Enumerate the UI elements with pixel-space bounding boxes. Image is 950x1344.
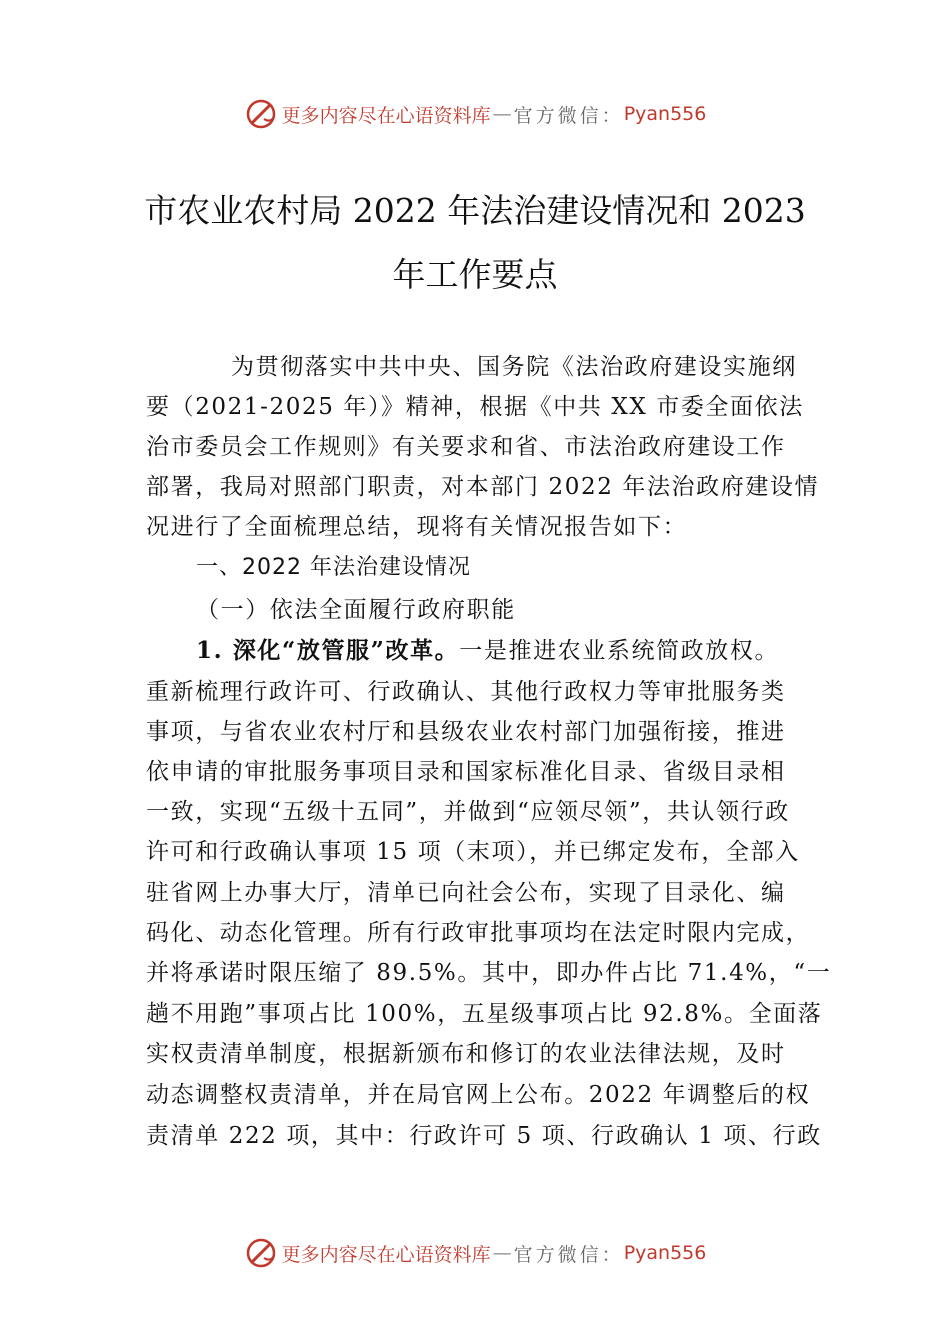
intro-line: 要（2021-2025 年）》精神，根据《中共 XX 市委全面依法 bbox=[146, 394, 804, 420]
body-line: 趟不用跑”事项占比 100%，五星级事项占比 92.8%。全面落 bbox=[146, 1001, 823, 1027]
intro-line: 况进行了全面梳理总结，现将有关情况报告如下： bbox=[146, 514, 688, 540]
body-line: 驻省网上办事大厅，清单已向社会公布，实现了目录化、编 bbox=[146, 880, 786, 906]
intro-line: 治市委员会工作规则》有关要求和省、市法治政府建设工作 bbox=[146, 434, 786, 460]
body-line: 并将承诺时限压缩了 89.5%。其中，即办件占比 71.4%，“一 bbox=[146, 960, 832, 986]
body-line: 事项，与省农业农村厅和县级农业农村部门加强衔接，推进 bbox=[146, 719, 786, 745]
body-line: 重新梳理行政许可、行政确认、其他行政权力等审批服务类 bbox=[146, 679, 786, 705]
item-lead-text: 一是推进农业系统简政放权。 bbox=[459, 638, 780, 664]
brush-logo-icon bbox=[244, 1236, 278, 1270]
body-line: 码化、动态化管理。所有行政审批事项均在法定时限内完成， bbox=[146, 920, 811, 946]
body-line: 责清单 222 项，其中：行政许可 5 项、行政确认 1 项、行政 bbox=[146, 1123, 822, 1149]
section-heading: 一、2022 年法治建设情况 bbox=[196, 555, 471, 580]
item-label: 1. 深化“放管服”改革。 bbox=[196, 637, 460, 664]
watermark-separator: — bbox=[492, 103, 512, 125]
brush-logo-icon bbox=[244, 97, 278, 131]
body-line: 许可和行政确认事项 15 项（末项），并已绑定发布，全部入 bbox=[146, 839, 800, 865]
subsection-heading: （一）依法全面履行政府职能 bbox=[196, 597, 516, 623]
watermark-top bbox=[0, 94, 950, 134]
watermark-wechat-id: Pyan556 bbox=[623, 103, 707, 125]
document-title-line-2: 年工作要点 bbox=[392, 255, 558, 294]
watermark-label: 官方微信： bbox=[513, 104, 624, 127]
watermark-text: 更多内容尽在心语资料库 bbox=[281, 1243, 491, 1266]
watermark-wechat-id: Pyan556 bbox=[623, 1242, 707, 1264]
document-title-line-1: 市农业农村局 2022 年法治建设情况和 2023 bbox=[144, 191, 806, 230]
item-first-line bbox=[196, 636, 836, 666]
body-line: 实权责清单制度，根据新颁布和修订的农业法律法规，及时 bbox=[146, 1041, 786, 1067]
intro-line: 部署，我局对照部门职责，对本部门 2022 年法治政府建设情 bbox=[146, 474, 820, 500]
watermark-text: 更多内容尽在心语资料库 bbox=[281, 104, 491, 127]
watermark-label: 官方微信： bbox=[513, 1243, 624, 1266]
intro-line: 为贯彻落实中共中央、国务院《法治政府建设实施纲 bbox=[231, 354, 797, 380]
body-line: 动态调整权责清单，并在局官网上公布。2022 年调整后的权 bbox=[146, 1082, 811, 1108]
watermark-bottom bbox=[0, 1233, 950, 1273]
body-line: 一致，实现“五级十五同”，并做到“应领尽领”，共认领行政 bbox=[146, 799, 790, 825]
body-line: 依申请的审批服务事项目录和国家标准化目录、省级目录相 bbox=[146, 759, 786, 785]
watermark-separator: — bbox=[492, 1242, 512, 1264]
